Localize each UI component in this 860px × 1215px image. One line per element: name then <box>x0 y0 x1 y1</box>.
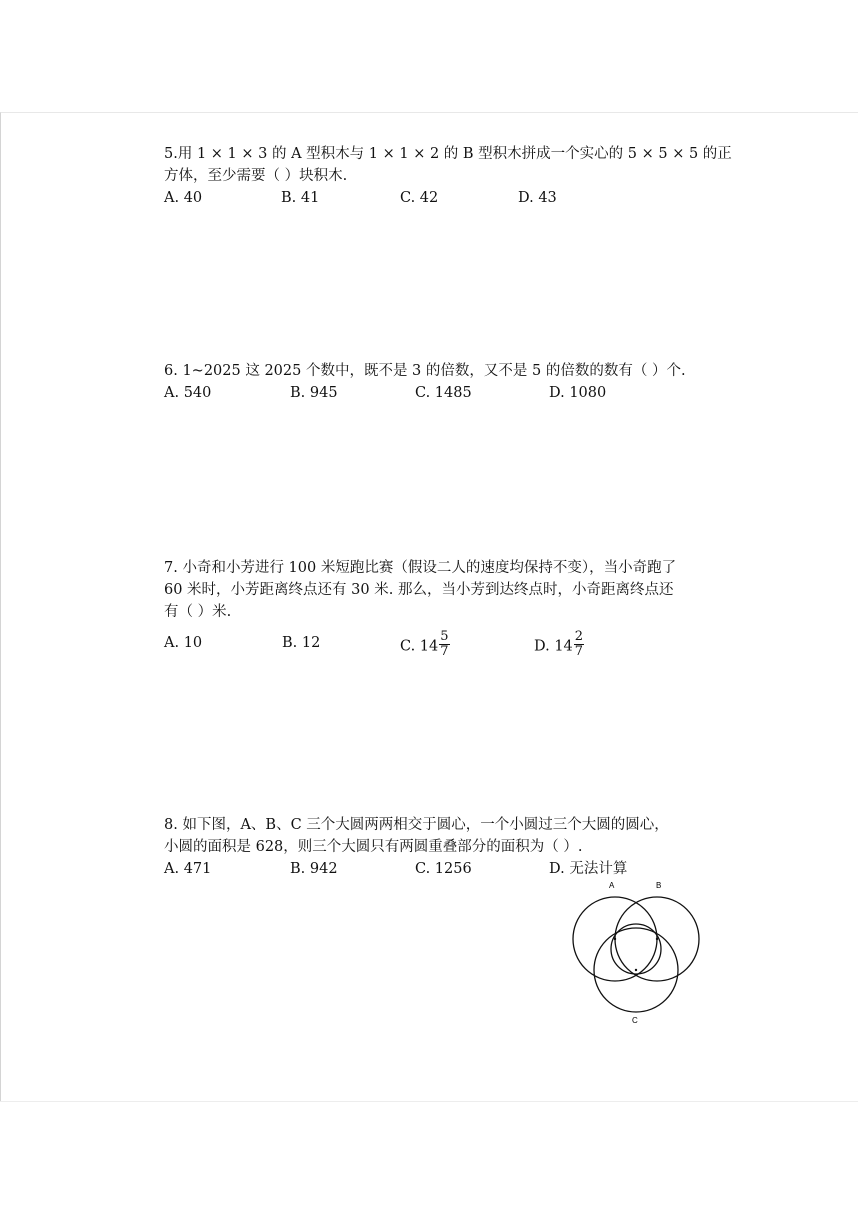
question-5-options <box>164 187 704 213</box>
question-6-options <box>164 382 704 408</box>
option-key: B. <box>282 635 298 651</box>
option-a <box>164 187 202 209</box>
option-value: 540 <box>183 385 212 401</box>
option-value: 41 <box>300 190 320 206</box>
fraction-denominator: 7 <box>440 644 449 659</box>
option-key: C. <box>415 385 431 401</box>
question-5 <box>164 143 732 213</box>
option-c <box>400 629 450 661</box>
option-a <box>164 382 211 404</box>
question-8-line-2: 小圆的面积是 628，则三个大圆只有两圆重叠部分的面积为（ ）. <box>164 839 583 855</box>
option-a <box>164 858 211 880</box>
question-7-line-3: 有（ ）米. <box>164 604 232 620</box>
fraction-numerator: 2 <box>574 629 584 644</box>
question-8 <box>164 814 704 884</box>
label-c: C <box>632 1016 638 1025</box>
center-a <box>614 938 616 940</box>
option-key: A. <box>164 385 180 401</box>
option-d <box>518 187 557 209</box>
option-value: 10 <box>183 635 203 651</box>
question-7-line-1: 7. 小奇和小芳进行 100 米短跑比赛（假设二人的速度均保持不变），当小奇跑了 <box>164 560 677 576</box>
option-key: A. <box>164 190 180 206</box>
circles-diagram <box>565 875 710 1025</box>
option-c <box>400 187 438 209</box>
question-7-options <box>164 630 704 664</box>
option-key: D. <box>549 385 565 401</box>
option-value: 945 <box>309 385 338 401</box>
question-6 <box>164 360 704 408</box>
option-value: 无法计算 <box>569 861 628 877</box>
option-value: 42 <box>419 190 439 206</box>
option-value: 12 <box>301 635 321 651</box>
option-key: C. <box>400 190 416 206</box>
option-a <box>164 632 202 654</box>
option-key: B. <box>290 861 306 877</box>
option-value: 1256 <box>434 861 472 877</box>
question-5-line-2: 方体，至少需要（ ）块积木. <box>164 168 348 184</box>
label-b: B <box>656 881 662 890</box>
fraction-denominator: 7 <box>574 644 584 659</box>
option-key: B. <box>290 385 306 401</box>
option-key: D. <box>534 638 550 655</box>
page-bottom-edge <box>0 1101 858 1102</box>
label-a: A <box>609 881 615 890</box>
option-key: D. <box>549 861 565 877</box>
option-value: 1485 <box>434 385 472 401</box>
three-circles-figure <box>565 875 710 1025</box>
option-key: D. <box>518 190 534 206</box>
option-key: A. <box>164 861 180 877</box>
option-c <box>415 858 472 880</box>
option-b <box>290 382 338 404</box>
option-key: B. <box>281 190 297 206</box>
question-5-line-1: 5.用 1 × 1 × 3 的 A 型积木与 1 × 1 × 2 的 B 型积木拼成一个实心的 5 × 5 × 5 的正 <box>164 146 732 162</box>
fraction <box>574 630 584 659</box>
option-value: 471 <box>183 861 212 877</box>
option-c <box>415 382 472 404</box>
option-whole: 14 <box>554 638 573 655</box>
option-value: 1080 <box>569 385 607 401</box>
small-circle <box>611 924 661 974</box>
option-whole: 14 <box>419 638 439 655</box>
option-value: 40 <box>183 190 203 206</box>
option-d <box>549 382 606 404</box>
option-key: A. <box>164 635 180 651</box>
option-d <box>534 629 584 661</box>
center-c <box>635 969 637 971</box>
option-b <box>281 187 319 209</box>
question-6-line-1: 6. 1~2025 这 2025 个数中，既不是 3 的倍数，又不是 5 的倍数的数有（ ）个. <box>164 363 686 379</box>
option-value: 43 <box>538 190 557 206</box>
option-key: C. <box>400 638 416 655</box>
option-value: 942 <box>309 861 338 877</box>
option-b <box>282 632 320 654</box>
option-b <box>290 858 338 880</box>
option-key: C. <box>415 861 431 877</box>
center-b <box>656 938 658 940</box>
fraction <box>439 630 449 659</box>
question-7 <box>164 557 704 664</box>
fraction-numerator: 5 <box>440 629 449 644</box>
question-7-line-2: 60 米时，小芳距离终点还有 30 米. 那么，当小芳到达终点时，小奇距离终点还 <box>164 582 674 598</box>
question-8-line-1: 8. 如下图，A、B、C 三个大圆两两相交于圆心，一个小圆过三个大圆的圆心， <box>164 817 669 833</box>
